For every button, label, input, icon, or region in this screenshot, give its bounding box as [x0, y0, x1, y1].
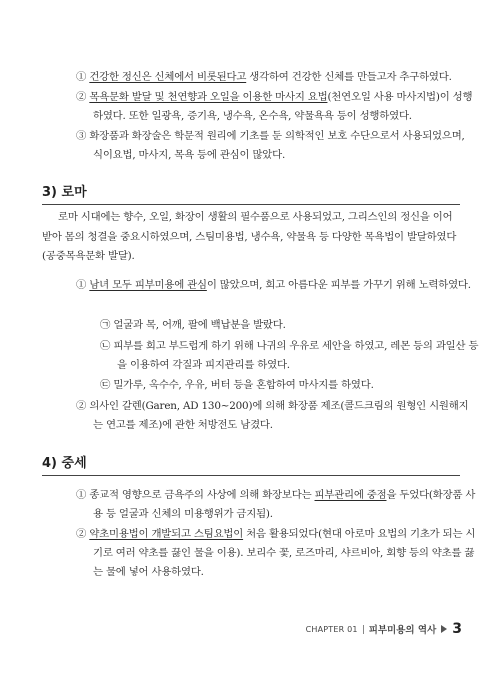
- subitem-text: 얼굴과 목, 어깨, 팔에 백납분을 발랐다.: [113, 319, 286, 331]
- item-text: 처음 활용되었다(현대 아로마 요법의 기초가 되는 시기로 여러 약초를 끓인 물을 이용). 보리수 꽃, 로즈마리, 샤르비아, 회향 등의 약초를 끓는 물에 넣어 사용하였다.: [93, 528, 476, 578]
- underlined-text: 건강한 정신은 신체에서 비롯된다고: [89, 71, 247, 83]
- item-text: (천연오일 사용 마사지법)이 성행하였다. 또한 일광욕, 증기욕, 냉수욕, 온수욕, 약물욕욕 등이 성행하였다.: [93, 91, 473, 122]
- item-text: 의사인 갈렌(Garen, AD 130~200)에 의해 화장품 제조(콜드크림의 원형인 시원해지는 연고를 제조)에 관한 처방전도 남겼다.: [89, 400, 469, 431]
- item-text: 을 두었다(화장품 사용 등 얼굴과 신체의 미용행위가 금지됨).: [93, 489, 476, 520]
- underlined-text: 피부관리에 중점: [314, 489, 387, 501]
- subitem-number: ㉠: [100, 319, 111, 331]
- section-heading-medieval: 4) 중세: [42, 452, 460, 476]
- footer-title: 피부미용의 역사: [368, 625, 437, 636]
- footer-divider: [363, 625, 364, 634]
- item-text: 이 많았으며, 희고 아름다운 피부를 가꾸기 위해 노력하였다.: [206, 279, 471, 291]
- item-number: ③: [76, 130, 87, 142]
- item-text: 화장품과 화장술은 학문적 원리에 기초를 둔 의학적인 보호 수단으로서 사용되었으며, 식이요법, 마사지, 목욕 등에 관심이 많았다.: [89, 130, 465, 161]
- medieval-item-1: [76, 486, 477, 524]
- item-text: 종교적 영향으로 금욕주의 사상에 의해 화장보다는: [89, 489, 315, 501]
- item-number: ②: [76, 91, 87, 103]
- subitem-text: 밀가루, 옥수수, 우유, 버터 등을 혼합하여 마사지를 하였다.: [113, 379, 374, 391]
- greece-item-2: [76, 88, 477, 126]
- item-number: ①: [76, 489, 87, 501]
- underlined-text: 남녀 모두 피부미용에 관심: [89, 279, 207, 291]
- item-number: ②: [76, 528, 87, 540]
- underlined-text: 목욕문화 발달 및 천연향과 오일을 이용한 마사지 요법: [89, 91, 328, 103]
- subitem-number: ㉢: [100, 379, 111, 391]
- footer-chapter: CHAPTER 01: [305, 624, 358, 634]
- item-number: ②: [76, 400, 87, 412]
- rome-item-2: [76, 397, 477, 435]
- subitem-number: ㉡: [100, 340, 111, 352]
- page-number: 3: [452, 621, 462, 637]
- item-number: ①: [76, 71, 87, 83]
- subitem-text: 피부를 희고 부드럽게 하기 위해 나귀의 우유로 세안을 하였고, 레몬 등의 과일산 등을 이용하여 각질과 피지관리를 하였다.: [113, 340, 479, 371]
- rome-subitem-2: [100, 337, 479, 375]
- rome-item-1: [76, 276, 477, 295]
- medieval-item-2: [76, 525, 477, 582]
- greece-item-3: [76, 127, 477, 165]
- triangle-marker-icon: [441, 625, 447, 633]
- rome-paragraph: 로마 시대에는 향수, 오일, 화장이 생활의 필수품으로 사용되었고, 그리스인의 정신을 이어받아 몸의 청결을 중요시하였으며, 스팀미용법, 냉수욕, 약물욕 등 다양한 목욕법이 발달하였다(공중목욕문화 발달).: [42, 211, 457, 262]
- section-heading-rome: 3) 로마: [42, 181, 460, 205]
- rome-subitem-3: [100, 376, 479, 395]
- underlined-text: 약초미용법이 개발되고 스팀요법이: [89, 528, 244, 540]
- page-footer: [306, 621, 462, 637]
- item-text: 생각하여 건강한 신체를 만들고자 추구하였다.: [246, 71, 452, 83]
- rome-subitem-1: [100, 316, 479, 335]
- greece-item-1: [76, 68, 477, 87]
- item-number: ①: [76, 279, 87, 291]
